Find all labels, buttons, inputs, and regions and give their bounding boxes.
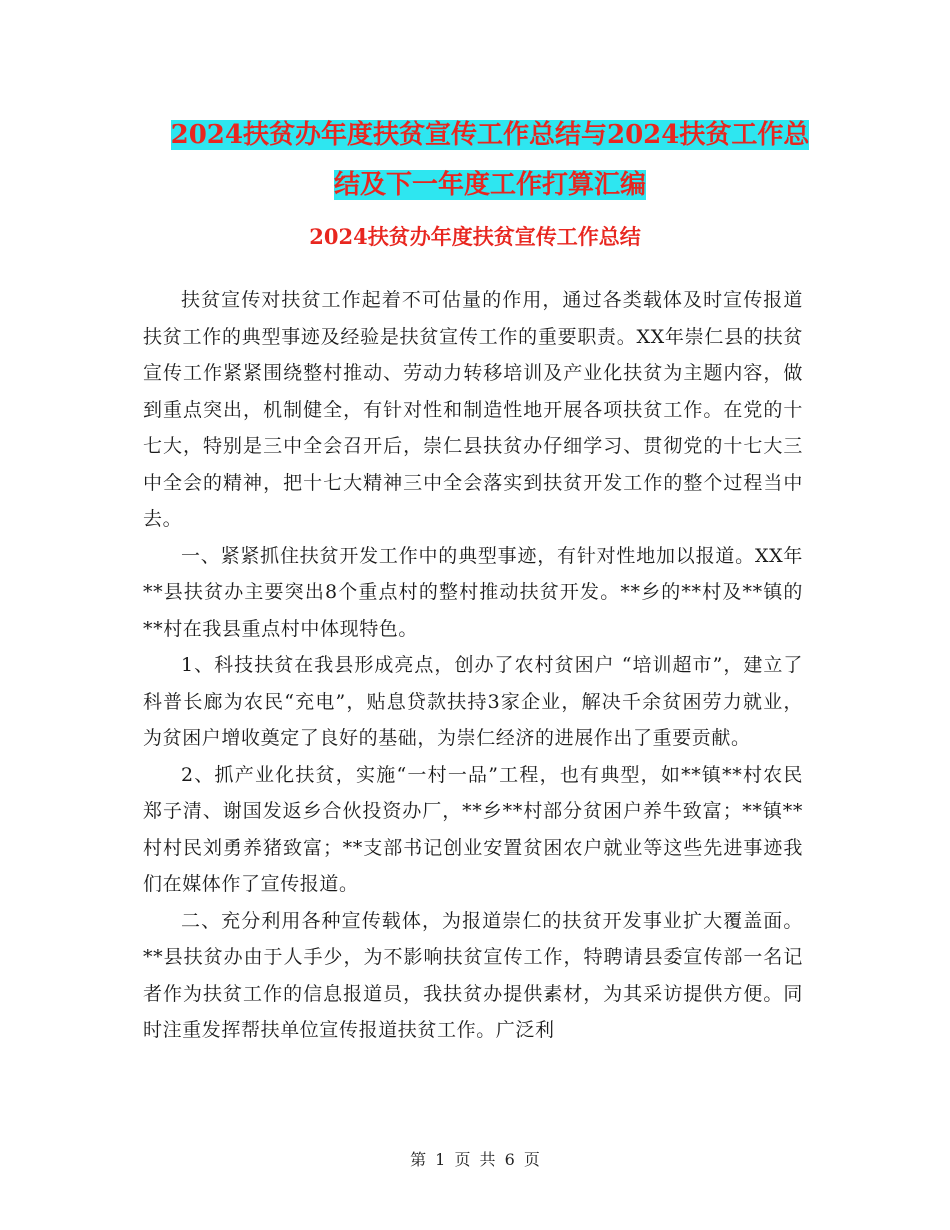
paragraph-5: 二、充分利用各种宣传载体，为报道崇仁的扶贫开发事业扩大覆盖面。**县扶贫办由于人手少，为不影响扶贫宣传工作，特聘请县委宣传部一名记者作为扶贫工作的信息报道员，我扶贫办提供素材，为其采访提供方便。同时注重发挥帮扶单位宣传报道扶贫工作。广泛利 xyxy=(143,909,803,1041)
body-text xyxy=(143,282,803,1049)
page-footer: 第 1 页 共 6 页 xyxy=(410,1150,540,1169)
section-title: 2024扶贫办年度扶贫宣传工作总结 xyxy=(309,224,641,249)
paragraph-1: 扶贫宣传对扶贫工作起着不可估量的作用，通过各类载体及时宣传报道扶贫工作的典型事迹及经验是扶贫宣传工作的重要职责。XX年崇仁县的扶贫宣传工作紧紧围绕整村推动、劳动力转移培训及产业化扶贫为主题内容，做到重点突出，机制健全，有针对性和制造性地开展各项扶贫工作。在党的十七大，特别是三中全会召开后，崇仁县扶贫办仔细学习、贯彻党的十七大三中全会的精神，把十七大精神三中全会落实到扶贫开发工作的整个过程当中去。 xyxy=(143,289,803,530)
document-title-line-1: 2024扶贫办年度扶贫宣传工作总结与2024扶贫工作总 xyxy=(170,120,810,150)
document-title xyxy=(150,110,830,210)
document-title-line-2: 结及下一年度工作打算汇编 xyxy=(333,170,646,200)
paragraph-2: 一、紧紧抓住扶贫开发工作中的典型事迹，有针对性地加以报道。XX年**县扶贫办主要突出8个重点村的整村推动扶贫开发。**乡的**村及**镇的**村在我县重点村中体现特色。 xyxy=(143,544,803,640)
paragraph-3: 1、科技扶贫在我县形成亮点，创办了农村贫困户 “培训超市”，建立了科普长廊为农民“充电”，贴息贷款扶持3家企业，解决千余贫困劳力就业，为贫困户增收奠定了良好的基础，为崇仁经济的进展作出了重要贡献。 xyxy=(143,654,803,749)
paragraph-4: 2、抓产业化扶贫，实施“一村一品”工程，也有典型，如**镇**村农民郑子清、谢国发返乡合伙投资办厂，**乡**村部分贫困户养牛致富；**镇**村村民刘勇养猪致富；**支部书记创业安置贫困农户就业等这些先进事迹我们在媒体作了宣传报道。 xyxy=(143,763,803,895)
